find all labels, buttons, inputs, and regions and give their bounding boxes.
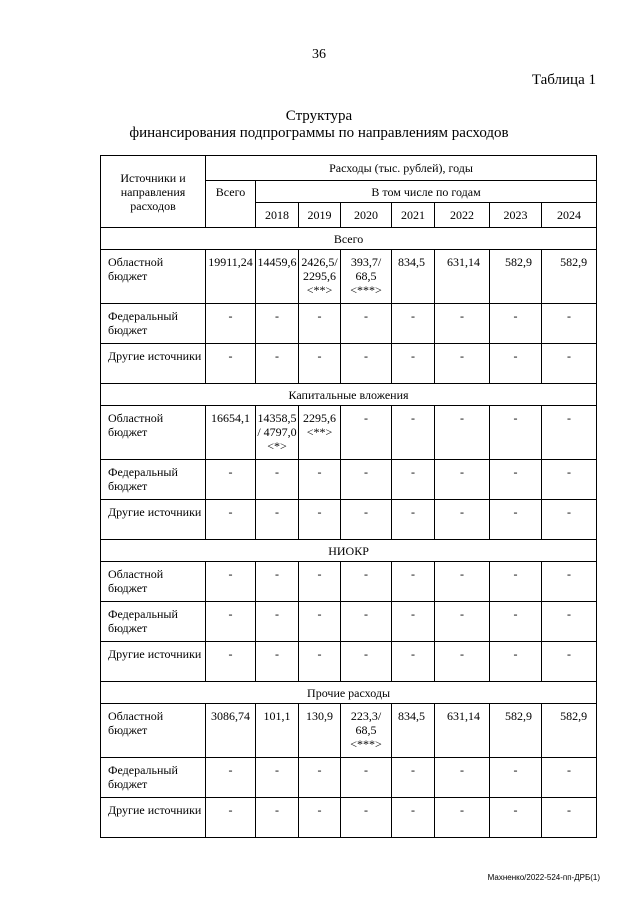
row-value: -	[299, 500, 341, 540]
section-row	[101, 682, 597, 704]
table-row	[101, 500, 597, 540]
row-value: 631,14	[435, 704, 490, 758]
row-value: -	[542, 758, 597, 798]
table-row	[101, 602, 597, 642]
row-value: -	[392, 460, 435, 500]
row-value: -	[435, 642, 490, 682]
row-value: -	[435, 406, 490, 460]
row-value: 631,14	[435, 250, 490, 304]
row-value: -	[542, 642, 597, 682]
row-value: -	[256, 500, 299, 540]
table-row	[101, 250, 597, 304]
row-value: -	[206, 602, 256, 642]
row-value: -	[392, 304, 435, 344]
row-value: -	[341, 562, 392, 602]
row-value: -	[435, 602, 490, 642]
row-value: 582,9	[490, 250, 542, 304]
row-value: -	[490, 500, 542, 540]
row-source: Областной бюджет	[101, 704, 206, 758]
row-value: -	[392, 642, 435, 682]
row-value: -	[341, 406, 392, 460]
row-value: 834,5	[392, 250, 435, 304]
header-year: 2022	[435, 203, 490, 228]
table-row	[101, 704, 597, 758]
row-value: -	[206, 304, 256, 344]
row-value: -	[392, 344, 435, 384]
table-row	[101, 344, 597, 384]
row-source: Другие источники	[101, 344, 206, 384]
row-value: -	[490, 798, 542, 838]
row-value: -	[299, 562, 341, 602]
row-value: 2426,5/ 2295,6 <**>	[299, 250, 341, 304]
table-row	[101, 406, 597, 460]
row-value: -	[341, 500, 392, 540]
row-value: -	[299, 758, 341, 798]
section-row	[101, 540, 597, 562]
row-source: Областной бюджет	[101, 562, 206, 602]
table-row	[101, 758, 597, 798]
row-source: Другие источники	[101, 500, 206, 540]
row-value: -	[392, 798, 435, 838]
row-value: -	[490, 602, 542, 642]
row-value: -	[490, 460, 542, 500]
row-value: -	[206, 460, 256, 500]
row-value: -	[206, 344, 256, 384]
header-by-years: В том числе по годам	[256, 181, 597, 203]
row-source: Федеральный бюджет	[101, 758, 206, 798]
row-value: -	[341, 642, 392, 682]
row-value: -	[206, 798, 256, 838]
row-source: Федеральный бюджет	[101, 460, 206, 500]
table-row	[101, 460, 597, 500]
section-title: Всего	[101, 228, 597, 250]
table-row	[101, 304, 597, 344]
row-value: -	[256, 562, 299, 602]
header-year: 2024	[542, 203, 597, 228]
row-value: -	[341, 344, 392, 384]
row-value: -	[299, 798, 341, 838]
row-value: 223,3/ 68,5 <***>	[341, 704, 392, 758]
row-value: -	[341, 758, 392, 798]
row-value: -	[542, 344, 597, 384]
row-value: 393,7/ 68,5 <***>	[341, 250, 392, 304]
row-value: -	[256, 460, 299, 500]
row-value: -	[299, 642, 341, 682]
row-value: -	[392, 406, 435, 460]
row-value: -	[206, 562, 256, 602]
row-value: -	[435, 562, 490, 602]
row-value: 582,9	[542, 250, 597, 304]
header-year: 2023	[490, 203, 542, 228]
section-title: Капитальные вложения	[101, 384, 597, 406]
row-value: -	[299, 304, 341, 344]
row-value: 14459,6	[256, 250, 299, 304]
row-value: 16654,1	[206, 406, 256, 460]
row-value: -	[435, 798, 490, 838]
header-expenses: Расходы (тыс. рублей), годы	[206, 156, 597, 181]
row-value: -	[542, 602, 597, 642]
section-title: НИОКР	[101, 540, 597, 562]
row-value: -	[341, 602, 392, 642]
row-value: -	[256, 602, 299, 642]
row-value: -	[341, 460, 392, 500]
header-total: Всего	[206, 181, 256, 228]
row-value: -	[256, 798, 299, 838]
row-value: 14358,5 / 4797,0 <*>	[256, 406, 299, 460]
header-year: 2020	[341, 203, 392, 228]
row-value: -	[341, 304, 392, 344]
row-value: 3086,74	[206, 704, 256, 758]
row-value: -	[299, 460, 341, 500]
row-value: 2295,6 <**>	[299, 406, 341, 460]
financing-table	[100, 155, 597, 838]
row-value: -	[256, 304, 299, 344]
row-value: 130,9	[299, 704, 341, 758]
row-value: 101,1	[256, 704, 299, 758]
row-value: -	[206, 500, 256, 540]
title-line-2: финансирования подпрограммы по направлениям расходов	[129, 125, 509, 141]
footer-code: Махненко/2022-524-пп-ДРБ(1)	[487, 873, 600, 882]
row-value: 582,9	[542, 704, 597, 758]
row-value: -	[206, 642, 256, 682]
section-title: Прочие расходы	[101, 682, 597, 704]
table-row	[101, 642, 597, 682]
row-value: -	[341, 798, 392, 838]
row-value: -	[490, 642, 542, 682]
title-line-1: Структура	[285, 108, 353, 124]
row-value: -	[435, 344, 490, 384]
header-year: 2019	[299, 203, 341, 228]
row-source: Областной бюджет	[101, 250, 206, 304]
row-value: -	[392, 562, 435, 602]
header-year: 2018	[256, 203, 299, 228]
row-value: -	[299, 602, 341, 642]
row-value: -	[206, 758, 256, 798]
row-value: -	[490, 304, 542, 344]
row-source: Областной бюджет	[101, 406, 206, 460]
row-value: -	[256, 344, 299, 384]
row-value: -	[392, 500, 435, 540]
row-value: -	[435, 460, 490, 500]
row-value: -	[542, 460, 597, 500]
row-value: -	[542, 562, 597, 602]
table-title	[0, 108, 638, 142]
row-source: Другие источники	[101, 798, 206, 838]
row-value: 582,9	[490, 704, 542, 758]
row-value: -	[299, 344, 341, 384]
section-row	[101, 384, 597, 406]
row-value: -	[256, 642, 299, 682]
row-value: -	[490, 406, 542, 460]
row-value: 19911,24	[206, 250, 256, 304]
row-value: -	[490, 758, 542, 798]
table-number: Таблица 1	[531, 72, 596, 88]
row-value: -	[490, 562, 542, 602]
row-value: -	[435, 500, 490, 540]
row-value: 834,5	[392, 704, 435, 758]
row-value: -	[490, 344, 542, 384]
section-row	[101, 228, 597, 250]
row-value: -	[542, 304, 597, 344]
table-row	[101, 798, 597, 838]
row-value: -	[435, 758, 490, 798]
row-value: -	[542, 500, 597, 540]
header-year: 2021	[392, 203, 435, 228]
row-source: Федеральный бюджет	[101, 304, 206, 344]
row-value: -	[392, 758, 435, 798]
row-source: Другие источники	[101, 642, 206, 682]
row-value: -	[542, 798, 597, 838]
row-value: -	[435, 304, 490, 344]
table-row	[101, 562, 597, 602]
row-value: -	[256, 758, 299, 798]
row-value: -	[542, 406, 597, 460]
header-sources: Источники и направления расходов	[101, 156, 206, 228]
row-value: -	[392, 602, 435, 642]
row-source: Федеральный бюджет	[101, 602, 206, 642]
page-number: 36	[312, 47, 326, 62]
